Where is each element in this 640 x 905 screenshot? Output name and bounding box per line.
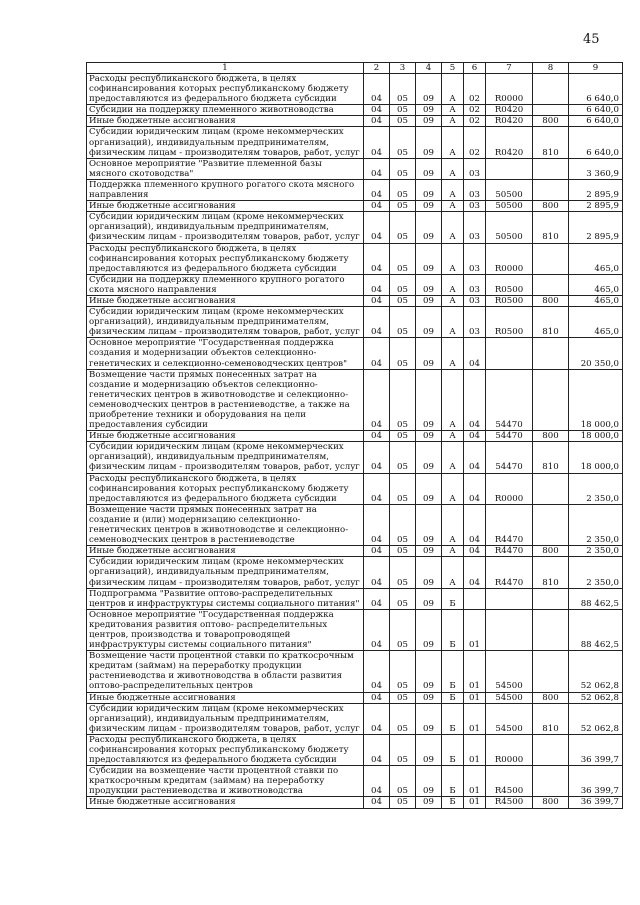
cell-code-5: А bbox=[442, 74, 464, 105]
row-description: Иные бюджетные ассигнования bbox=[87, 295, 364, 306]
cell-code-3: 05 bbox=[390, 158, 416, 179]
cell-code-5: А bbox=[442, 179, 464, 200]
cell-code-3: 05 bbox=[390, 274, 416, 295]
cell-code-8: 810 bbox=[533, 557, 569, 588]
cell-code-4: 09 bbox=[416, 703, 442, 734]
column-header: 2 bbox=[364, 63, 390, 74]
row-description: Основное мероприятие "Государственная поддержка создания и модернизации объектов селекционно-генетических и селекционно-семеноводческих центров" bbox=[87, 338, 364, 369]
cell-code-4: 09 bbox=[416, 295, 442, 306]
cell-code-7: R0420 bbox=[486, 105, 533, 116]
cell-code-4: 09 bbox=[416, 105, 442, 116]
cell-amount: 36 399,7 bbox=[569, 766, 623, 797]
column-header: 1 bbox=[87, 63, 364, 74]
cell-code-5: Б bbox=[442, 766, 464, 797]
cell-code-5: А bbox=[442, 158, 464, 179]
cell-code-4: 09 bbox=[416, 274, 442, 295]
cell-code-6: 04 bbox=[464, 442, 486, 473]
row-description: Иные бюджетные ассигнования bbox=[87, 116, 364, 127]
cell-code-6: 04 bbox=[464, 557, 486, 588]
cell-code-6: 04 bbox=[464, 431, 486, 442]
cell-code-6 bbox=[464, 588, 486, 609]
cell-code-8: 800 bbox=[533, 546, 569, 557]
cell-code-2: 04 bbox=[364, 797, 390, 808]
cell-code-6: 01 bbox=[464, 609, 486, 650]
cell-code-4: 09 bbox=[416, 651, 442, 692]
cell-code-7: 54500 bbox=[486, 651, 533, 692]
cell-code-6: 03 bbox=[464, 212, 486, 243]
cell-code-2: 04 bbox=[364, 546, 390, 557]
cell-code-8: 810 bbox=[533, 127, 569, 158]
cell-code-8 bbox=[533, 588, 569, 609]
table-row bbox=[87, 734, 623, 765]
cell-code-6: 01 bbox=[464, 692, 486, 703]
row-description: Основное мероприятие "Развитие племенной базы мясного скотоводства" bbox=[87, 158, 364, 179]
cell-code-8 bbox=[533, 504, 569, 545]
cell-code-8 bbox=[533, 105, 569, 116]
row-description: Иные бюджетные ассигнования bbox=[87, 201, 364, 212]
row-description: Расходы республиканского бюджета, в целях софинансирования которых республиканскому бюджету предоставляются из федерального бюджета субсидии bbox=[87, 74, 364, 105]
cell-code-2: 04 bbox=[364, 179, 390, 200]
cell-code-3: 05 bbox=[390, 692, 416, 703]
cell-amount: 18 000,0 bbox=[569, 442, 623, 473]
cell-amount: 18 000,0 bbox=[569, 369, 623, 431]
table-row bbox=[87, 201, 623, 212]
cell-code-2: 04 bbox=[364, 431, 390, 442]
cell-code-4: 09 bbox=[416, 504, 442, 545]
cell-code-7: R0500 bbox=[486, 295, 533, 306]
cell-code-2: 04 bbox=[364, 74, 390, 105]
page-number: 45 bbox=[583, 32, 600, 47]
row-description: Подпрограмма "Развитие оптово-распределительных центров и инфраструктуры системы социального питания" bbox=[87, 588, 364, 609]
table-row bbox=[87, 212, 623, 243]
cell-code-2: 04 bbox=[364, 609, 390, 650]
cell-amount: 88 462,5 bbox=[569, 588, 623, 609]
table-row bbox=[87, 473, 623, 504]
cell-code-2: 04 bbox=[364, 369, 390, 431]
cell-code-2: 04 bbox=[364, 557, 390, 588]
column-header: 7 bbox=[486, 63, 533, 74]
cell-code-4: 09 bbox=[416, 588, 442, 609]
cell-code-5: А bbox=[442, 307, 464, 338]
row-description: Субсидии на поддержку племенного животноводства bbox=[87, 105, 364, 116]
cell-amount: 465,0 bbox=[569, 243, 623, 274]
row-description: Субсидии на возмещение части процентной ставки по краткосрочным кредитам (займам) на переработку продукции растениеводства и животноводства bbox=[87, 766, 364, 797]
cell-code-4: 09 bbox=[416, 307, 442, 338]
table-body bbox=[87, 74, 623, 809]
cell-code-7: R0000 bbox=[486, 734, 533, 765]
table-row bbox=[87, 295, 623, 306]
cell-code-2: 04 bbox=[364, 307, 390, 338]
cell-code-5: А bbox=[442, 105, 464, 116]
cell-code-8 bbox=[533, 243, 569, 274]
cell-code-5: А bbox=[442, 546, 464, 557]
cell-amount: 6 640,0 bbox=[569, 105, 623, 116]
cell-amount: 2 895,9 bbox=[569, 201, 623, 212]
cell-code-2: 04 bbox=[364, 201, 390, 212]
row-description: Иные бюджетные ассигнования bbox=[87, 692, 364, 703]
cell-code-7 bbox=[486, 588, 533, 609]
cell-amount: 2 350,0 bbox=[569, 504, 623, 545]
cell-code-4: 09 bbox=[416, 74, 442, 105]
cell-code-6: 01 bbox=[464, 703, 486, 734]
cell-code-7: R0000 bbox=[486, 74, 533, 105]
cell-code-8: 800 bbox=[533, 431, 569, 442]
cell-code-5: А bbox=[442, 442, 464, 473]
cell-code-7: R4470 bbox=[486, 546, 533, 557]
table-row bbox=[87, 307, 623, 338]
cell-code-3: 05 bbox=[390, 116, 416, 127]
row-description: Возмещение части процентной ставки по краткосрочным кредитам (займам) на переработку продукции растениеводства и животноводства в области развития оптово-распределительных центров bbox=[87, 651, 364, 692]
table-row bbox=[87, 588, 623, 609]
budget-table bbox=[86, 62, 623, 809]
cell-code-5: А bbox=[442, 116, 464, 127]
table-row bbox=[87, 703, 623, 734]
cell-code-4: 09 bbox=[416, 201, 442, 212]
row-description: Иные бюджетные ассигнования bbox=[87, 546, 364, 557]
row-description: Иные бюджетные ассигнования bbox=[87, 431, 364, 442]
row-description: Поддержка племенного крупного рогатого скота мясного направления bbox=[87, 179, 364, 200]
cell-code-7: R0000 bbox=[486, 243, 533, 274]
cell-code-5: А bbox=[442, 338, 464, 369]
cell-code-5: А bbox=[442, 212, 464, 243]
cell-code-4: 09 bbox=[416, 557, 442, 588]
cell-code-7: 54470 bbox=[486, 442, 533, 473]
cell-code-6: 02 bbox=[464, 105, 486, 116]
cell-code-7: R0420 bbox=[486, 116, 533, 127]
cell-code-5: Б bbox=[442, 588, 464, 609]
cell-amount: 465,0 bbox=[569, 307, 623, 338]
cell-code-5: Б bbox=[442, 651, 464, 692]
cell-code-5: Б bbox=[442, 734, 464, 765]
cell-code-5: А bbox=[442, 431, 464, 442]
table-row bbox=[87, 609, 623, 650]
cell-code-3: 05 bbox=[390, 307, 416, 338]
cell-amount: 2 895,9 bbox=[569, 212, 623, 243]
cell-code-2: 04 bbox=[364, 295, 390, 306]
cell-code-5: А bbox=[442, 274, 464, 295]
cell-code-6: 01 bbox=[464, 766, 486, 797]
table-row bbox=[87, 651, 623, 692]
row-description: Субсидии на поддержку племенного крупного рогатого скота мясного направления bbox=[87, 274, 364, 295]
cell-code-3: 05 bbox=[390, 179, 416, 200]
cell-amount: 88 462,5 bbox=[569, 609, 623, 650]
cell-code-4: 09 bbox=[416, 797, 442, 808]
cell-code-3: 05 bbox=[390, 369, 416, 431]
cell-code-7: 54470 bbox=[486, 431, 533, 442]
cell-code-4: 09 bbox=[416, 116, 442, 127]
table-row bbox=[87, 766, 623, 797]
cell-code-7: 54500 bbox=[486, 692, 533, 703]
cell-code-7 bbox=[486, 609, 533, 650]
cell-amount: 36 399,7 bbox=[569, 734, 623, 765]
cell-amount: 465,0 bbox=[569, 274, 623, 295]
cell-code-2: 04 bbox=[364, 212, 390, 243]
cell-code-7: R0420 bbox=[486, 127, 533, 158]
row-description: Субсидии юридическим лицам (кроме некоммерческих организаций), индивидуальным предпринимателям, физическим лицам - производителям товаров, работ, услуг bbox=[87, 703, 364, 734]
cell-code-3: 05 bbox=[390, 295, 416, 306]
table-row bbox=[87, 243, 623, 274]
cell-code-6: 02 bbox=[464, 116, 486, 127]
cell-code-8: 810 bbox=[533, 703, 569, 734]
cell-code-6: 02 bbox=[464, 74, 486, 105]
cell-code-6: 04 bbox=[464, 546, 486, 557]
column-header: 6 bbox=[464, 63, 486, 74]
cell-code-4: 09 bbox=[416, 766, 442, 797]
table-header-row bbox=[87, 63, 623, 74]
table-row bbox=[87, 442, 623, 473]
cell-code-8 bbox=[533, 179, 569, 200]
cell-code-6: 01 bbox=[464, 797, 486, 808]
cell-amount: 52 062,8 bbox=[569, 651, 623, 692]
cell-code-3: 05 bbox=[390, 243, 416, 274]
cell-code-2: 04 bbox=[364, 766, 390, 797]
cell-code-7: R4500 bbox=[486, 766, 533, 797]
cell-code-2: 04 bbox=[364, 734, 390, 765]
row-description: Субсидии юридическим лицам (кроме некоммерческих организаций), индивидуальным предпринимателям, физическим лицам - производителям товаров, работ, услуг bbox=[87, 307, 364, 338]
cell-amount: 6 640,0 bbox=[569, 127, 623, 158]
table-row bbox=[87, 127, 623, 158]
cell-code-4: 09 bbox=[416, 431, 442, 442]
cell-code-3: 05 bbox=[390, 797, 416, 808]
cell-code-3: 05 bbox=[390, 734, 416, 765]
cell-code-6: 03 bbox=[464, 307, 486, 338]
row-description: Расходы республиканского бюджета, в целях софинансирования которых республиканскому бюджету предоставляются из федерального бюджета субсидии bbox=[87, 473, 364, 504]
cell-code-6: 03 bbox=[464, 295, 486, 306]
cell-code-3: 05 bbox=[390, 442, 416, 473]
row-description: Возмещение части прямых понесенных затрат на создание и модернизацию объектов селекционно-генетических центров в животноводстве и селекционно-семеноводческих центров в растениеводстве, а также на приобретение техники и оборудования на цели предоставления субсидии bbox=[87, 369, 364, 431]
cell-code-5: Б bbox=[442, 692, 464, 703]
table-row bbox=[87, 274, 623, 295]
column-header: 3 bbox=[390, 63, 416, 74]
cell-code-4: 09 bbox=[416, 127, 442, 158]
cell-code-7 bbox=[486, 158, 533, 179]
cell-code-6: 03 bbox=[464, 179, 486, 200]
table-row bbox=[87, 504, 623, 545]
cell-code-2: 04 bbox=[364, 651, 390, 692]
cell-code-5: А bbox=[442, 369, 464, 431]
cell-code-8: 810 bbox=[533, 307, 569, 338]
cell-code-3: 05 bbox=[390, 74, 416, 105]
cell-code-2: 04 bbox=[364, 116, 390, 127]
row-description: Расходы республиканского бюджета, в целях софинансирования которых республиканскому бюджету предоставляются из федерального бюджета субсидии bbox=[87, 243, 364, 274]
cell-code-7: R0500 bbox=[486, 307, 533, 338]
cell-amount: 465,0 bbox=[569, 295, 623, 306]
cell-code-2: 04 bbox=[364, 338, 390, 369]
column-header: 8 bbox=[533, 63, 569, 74]
cell-code-5: А bbox=[442, 243, 464, 274]
cell-code-5: А bbox=[442, 557, 464, 588]
cell-code-8 bbox=[533, 651, 569, 692]
cell-code-2: 04 bbox=[364, 442, 390, 473]
column-header: 4 bbox=[416, 63, 442, 74]
cell-code-6: 03 bbox=[464, 201, 486, 212]
cell-amount: 2 350,0 bbox=[569, 557, 623, 588]
cell-code-4: 09 bbox=[416, 692, 442, 703]
cell-code-6: 04 bbox=[464, 369, 486, 431]
cell-amount: 52 062,8 bbox=[569, 703, 623, 734]
table-row bbox=[87, 369, 623, 431]
table-row bbox=[87, 116, 623, 127]
row-description: Расходы республиканского бюджета, в целях софинансирования которых республиканскому бюджету предоставляются из федерального бюджета субсидии bbox=[87, 734, 364, 765]
cell-code-7: 50500 bbox=[486, 212, 533, 243]
cell-code-2: 04 bbox=[364, 127, 390, 158]
cell-code-6: 04 bbox=[464, 338, 486, 369]
cell-code-4: 09 bbox=[416, 442, 442, 473]
cell-code-8 bbox=[533, 158, 569, 179]
cell-code-5: А bbox=[442, 127, 464, 158]
cell-code-7: R0000 bbox=[486, 473, 533, 504]
cell-code-4: 09 bbox=[416, 243, 442, 274]
cell-code-2: 04 bbox=[364, 504, 390, 545]
cell-code-6: 03 bbox=[464, 243, 486, 274]
cell-code-5: А bbox=[442, 201, 464, 212]
cell-amount: 2 895,9 bbox=[569, 179, 623, 200]
cell-code-3: 05 bbox=[390, 588, 416, 609]
cell-amount: 36 399,7 bbox=[569, 797, 623, 808]
cell-code-4: 09 bbox=[416, 369, 442, 431]
cell-code-3: 05 bbox=[390, 766, 416, 797]
cell-code-8 bbox=[533, 766, 569, 797]
cell-code-7: R4470 bbox=[486, 504, 533, 545]
cell-code-4: 09 bbox=[416, 609, 442, 650]
table-row bbox=[87, 557, 623, 588]
cell-code-4: 09 bbox=[416, 158, 442, 179]
cell-code-4: 09 bbox=[416, 338, 442, 369]
cell-code-3: 05 bbox=[390, 651, 416, 692]
cell-code-3: 05 bbox=[390, 212, 416, 243]
row-description: Субсидии юридическим лицам (кроме некоммерческих организаций), индивидуальным предпринимателям, физическим лицам - производителям товаров, работ, услуг bbox=[87, 212, 364, 243]
cell-code-3: 05 bbox=[390, 338, 416, 369]
cell-code-3: 05 bbox=[390, 431, 416, 442]
cell-code-6: 04 bbox=[464, 473, 486, 504]
cell-code-6: 03 bbox=[464, 158, 486, 179]
row-description: Возмещение части прямых понесенных затрат на создание и (или) модернизацию селекционно-генетических центров в животноводстве и селекционно-семеноводческих центров в растениеводстве bbox=[87, 504, 364, 545]
cell-code-4: 09 bbox=[416, 473, 442, 504]
cell-code-3: 05 bbox=[390, 609, 416, 650]
cell-amount: 20 350,0 bbox=[569, 338, 623, 369]
cell-code-2: 04 bbox=[364, 703, 390, 734]
cell-code-8 bbox=[533, 74, 569, 105]
table-row bbox=[87, 179, 623, 200]
cell-amount: 6 640,0 bbox=[569, 74, 623, 105]
cell-code-3: 05 bbox=[390, 557, 416, 588]
column-header: 5 bbox=[442, 63, 464, 74]
cell-code-2: 04 bbox=[364, 473, 390, 504]
cell-code-3: 05 bbox=[390, 546, 416, 557]
table-row bbox=[87, 158, 623, 179]
table-row bbox=[87, 692, 623, 703]
cell-code-3: 05 bbox=[390, 473, 416, 504]
cell-code-3: 05 bbox=[390, 504, 416, 545]
table-row bbox=[87, 105, 623, 116]
cell-code-6: 02 bbox=[464, 127, 486, 158]
cell-amount: 6 640,0 bbox=[569, 116, 623, 127]
cell-code-6: 04 bbox=[464, 504, 486, 545]
cell-code-6: 01 bbox=[464, 734, 486, 765]
cell-code-7: 50500 bbox=[486, 179, 533, 200]
cell-code-8: 800 bbox=[533, 116, 569, 127]
cell-code-8 bbox=[533, 274, 569, 295]
cell-code-8 bbox=[533, 734, 569, 765]
cell-code-8 bbox=[533, 338, 569, 369]
cell-code-5: А bbox=[442, 295, 464, 306]
cell-code-4: 09 bbox=[416, 212, 442, 243]
cell-code-7: 50500 bbox=[486, 201, 533, 212]
cell-code-2: 04 bbox=[364, 105, 390, 116]
cell-amount: 52 062,8 bbox=[569, 692, 623, 703]
cell-code-8: 800 bbox=[533, 295, 569, 306]
cell-code-5: Б bbox=[442, 703, 464, 734]
column-header: 9 bbox=[569, 63, 623, 74]
cell-code-2: 04 bbox=[364, 243, 390, 274]
cell-code-5: А bbox=[442, 473, 464, 504]
row-description: Субсидии юридическим лицам (кроме некоммерческих организаций), индивидуальным предпринимателям, физическим лицам - производителям товаров, работ, услуг bbox=[87, 127, 364, 158]
table-row bbox=[87, 74, 623, 105]
cell-code-5: Б bbox=[442, 609, 464, 650]
cell-code-7: 54500 bbox=[486, 703, 533, 734]
row-description: Субсидии юридическим лицам (кроме некоммерческих организаций), индивидуальным предпринимателям, физическим лицам - производителям товаров, работ, услуг bbox=[87, 557, 364, 588]
cell-code-3: 05 bbox=[390, 105, 416, 116]
table-row bbox=[87, 546, 623, 557]
cell-amount: 2 350,0 bbox=[569, 546, 623, 557]
cell-code-3: 05 bbox=[390, 703, 416, 734]
cell-code-8 bbox=[533, 369, 569, 431]
cell-code-2: 04 bbox=[364, 158, 390, 179]
cell-code-6: 01 bbox=[464, 651, 486, 692]
cell-code-7 bbox=[486, 338, 533, 369]
table-row bbox=[87, 431, 623, 442]
cell-amount: 18 000,0 bbox=[569, 431, 623, 442]
cell-code-8: 800 bbox=[533, 797, 569, 808]
cell-code-8: 800 bbox=[533, 692, 569, 703]
cell-code-8: 800 bbox=[533, 201, 569, 212]
cell-code-4: 09 bbox=[416, 734, 442, 765]
cell-code-7: R0500 bbox=[486, 274, 533, 295]
cell-code-2: 04 bbox=[364, 274, 390, 295]
row-description: Субсидии юридическим лицам (кроме некоммерческих организаций), индивидуальным предпринимателям, физическим лицам - производителям товаров, работ, услуг bbox=[87, 442, 364, 473]
cell-code-3: 05 bbox=[390, 127, 416, 158]
table-row bbox=[87, 797, 623, 808]
cell-code-7: R4500 bbox=[486, 797, 533, 808]
cell-code-8 bbox=[533, 609, 569, 650]
cell-code-6: 03 bbox=[464, 274, 486, 295]
cell-code-3: 05 bbox=[390, 201, 416, 212]
cell-code-8: 810 bbox=[533, 442, 569, 473]
cell-code-5: Б bbox=[442, 797, 464, 808]
table-row bbox=[87, 338, 623, 369]
row-description: Иные бюджетные ассигнования bbox=[87, 797, 364, 808]
cell-code-4: 09 bbox=[416, 546, 442, 557]
cell-code-5: А bbox=[442, 504, 464, 545]
cell-code-4: 09 bbox=[416, 179, 442, 200]
cell-code-8: 810 bbox=[533, 212, 569, 243]
cell-code-2: 04 bbox=[364, 588, 390, 609]
cell-code-7: R4470 bbox=[486, 557, 533, 588]
cell-code-2: 04 bbox=[364, 692, 390, 703]
cell-code-7: 54470 bbox=[486, 369, 533, 431]
cell-amount: 3 360,9 bbox=[569, 158, 623, 179]
cell-amount: 2 350,0 bbox=[569, 473, 623, 504]
row-description: Основное мероприятие "Государственная поддержка кредитования развития оптово- распределительных центров, производства и товаропроводящей инфраструктуры системы социального питания" bbox=[87, 609, 364, 650]
cell-code-8 bbox=[533, 473, 569, 504]
